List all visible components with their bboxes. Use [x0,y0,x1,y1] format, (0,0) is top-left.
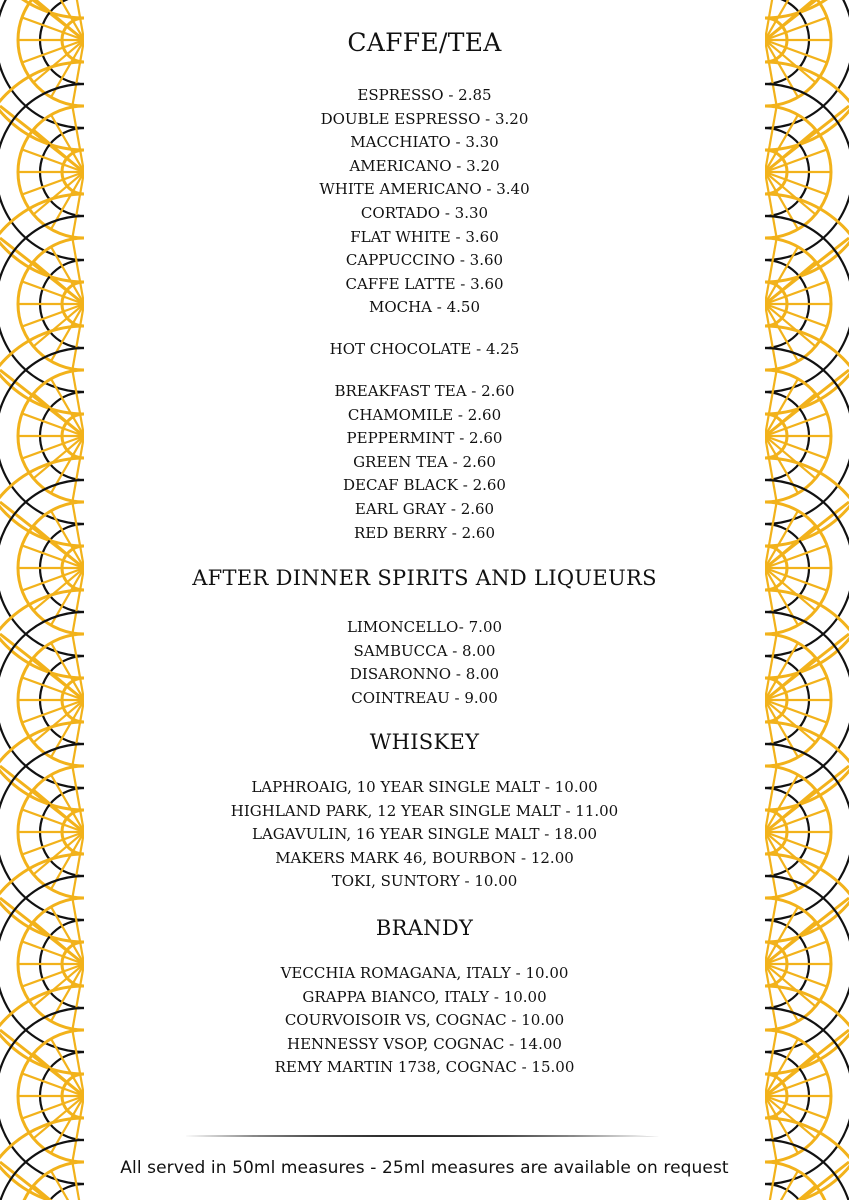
menu-item: DISARONNO - 8.00 [349,665,500,684]
menu-item: WHITE AMERICANO - 3.40 [319,180,530,199]
menu-item: LAGAVULIN, 16 YEAR SINGLE MALT - 18.00 [252,825,597,844]
menu-item: LAPHROAIG, 10 YEAR SINGLE MALT - 10.00 [251,778,598,796]
menu-item: ESPRESSO - 2.85 [357,86,492,104]
menu-item: LIMONCELLO- 7.00 [346,618,503,636]
menu-item: MOCHA - 4.50 [368,298,481,317]
menu-item: SAMBUCCA - 8.00 [353,641,496,660]
menu-item: DECAF BLACK - 2.60 [343,476,506,495]
menu-item: AMERICANO - 3.20 [349,156,500,175]
section-title-brandy: BRANDY [375,916,474,940]
menu-item: TOKI, SUNTORY - 10.00 [331,872,518,891]
menu-item: HENNESSY VSOP, COGNAC - 14.00 [287,1034,562,1053]
menu-item: CAFFE LATTE - 3.60 [345,274,504,293]
decorative-border-left [0,0,84,1200]
decorative-border-right [765,0,849,1200]
menu-item: CAPPUCCINO - 3.60 [345,251,504,270]
whiskey-list [84,776,765,894]
menu-item: GREEN TEA - 2.60 [353,452,496,471]
divider-line [184,1134,660,1138]
brandy-list [84,962,765,1080]
menu-item: CORTADO - 3.30 [360,203,489,222]
menu-item: MAKERS MARK 46, BOURBON - 12.00 [275,848,574,867]
menu-item: DOUBLE ESPRESSO - 3.20 [320,109,529,128]
menu-item: RED BERRY - 2.60 [353,523,496,542]
hot-chocolate-list [84,338,765,362]
spirits-list [84,616,765,710]
menu-item: FLAT WHITE - 3.60 [350,227,499,246]
menu-item: GRAPPA BIANCO, ITALY - 10.00 [302,987,547,1006]
menu-item: HOT CHOCOLATE - 4.25 [329,340,520,358]
tea-list [84,380,765,545]
menu-item: COINTREAU - 9.00 [351,688,498,707]
section-title-caffe-tea: CAFFE/TEA [347,28,502,57]
menu-item: COURVOISOIR VS, COGNAC - 10.00 [284,1011,565,1030]
footnote: All served in 50ml measures - 25ml measures are available on request [120,1158,729,1178]
section-title-whiskey: WHISKEY [369,730,480,754]
caffe-list [84,84,765,320]
menu-item: HIGHLAND PARK, 12 YEAR SINGLE MALT - 11.00 [230,801,619,820]
menu-item: VECCHIA ROMAGANA, ITALY - 10.00 [280,964,569,982]
menu-item: CHAMOMILE - 2.60 [347,405,502,424]
menu-item: BREAKFAST TEA - 2.60 [334,382,515,400]
menu-item: MACCHIATO - 3.30 [350,133,499,152]
menu-item: PEPPERMINT - 2.60 [346,429,503,448]
menu-item: EARL GRAY - 2.60 [354,499,495,518]
menu-item: REMY MARTIN 1738, COGNAC - 15.00 [274,1058,575,1077]
section-title-spirits-liqueurs: AFTER DINNER SPIRITS AND LIQUEURS [192,566,657,590]
